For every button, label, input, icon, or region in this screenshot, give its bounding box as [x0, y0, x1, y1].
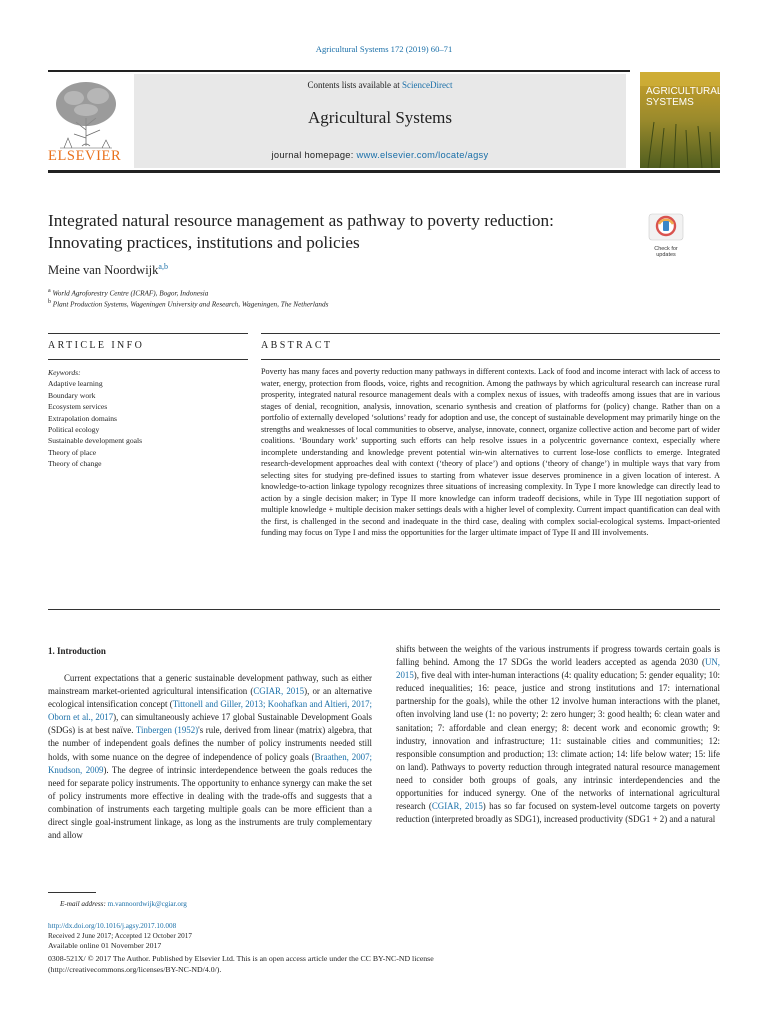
keyword-item: Theory of place [48, 447, 97, 457]
citation-link[interactable]: CGIAR, 2015 [253, 686, 305, 697]
author-line [48, 262, 168, 278]
author-affiliation-marks[interactable]: a,b [158, 262, 168, 271]
contents-availability-line [134, 80, 626, 90]
copyright-notice [48, 953, 648, 975]
abstract-bottom-rule [48, 609, 720, 610]
body-text: ), can simultaneously achieve 17 global Sustainable Development Goals (SDGs) is at best naïve. [48, 712, 372, 736]
abstract-text: Poverty has many faces and poverty reduction many pathways in different contexts. Lack of food and income interact with lack of access to water, energy, protection from floods, voice, rights and recognition. Among the pathways by which agricultural research can increase rural prosperity, integrated natural resource management deals with a complex nexus of issues, with tradeoffs among issues that are in various stages of denial, recognition, analysis, innovation, scenario synthesis and creation of platforms for (policy) change. Rather than on a portfolio of externally developed ‘solutions’ ready for adoption and use, the concept of sustainable development may primarily hinge on the strengths and weaknesses of local communities to observe, analyse, innovate, connect, organize collective action and become part of wider coalitions. ‘Boundary work’ supporting such efforts can help resolve issues in a polycentric governance context, especially where incomplete understanding and knowledge prevent potential win-win alternatives to current lose-lose conflicts to emerge. Integrated research-development approaches deal with context (‘theory of place’) and options (‘theory of change’) in multiple ways that vary from selecting sites for studying pre-defined issues to starting from whatever issue deserves prominence in a given location of interest. A knowledge-to-action linkage typology recognizes three situations of increasing complexity. In Type I more knowledge can directly lead to action by a single decision maker; in Type II more knowledge can inform tradeoff decisions, while in Type III negotiation support of multiple knowledge + multiple decision maker settings deals with a higher level of complexity. Current impact quantification can deal with the first, is challenged in the second and inadequate in the third case, dealing with complex social-ecological systems. Impact-oriented funding may focus on Type I and miss the opportunities for the larger ultimate impact of Type II and III involvements. [261, 367, 720, 537]
body-column-left [48, 672, 372, 842]
email-label: E-mail address: [60, 900, 106, 908]
body-text: Current expectations that a generic sustainable development pathway, such as either mainstream market-oriented agricultural intensification ( [48, 673, 372, 697]
cover-title-line1: AGRICULTURAL [646, 86, 723, 97]
keyword-item: Political ecology [48, 425, 100, 435]
masthead-bottom-rule [48, 170, 720, 173]
journal-citation[interactable]: Agricultural Systems 172 (2019) 60–71 [315, 44, 453, 54]
affiliation-mark: a [48, 288, 51, 294]
abstract-heading: ABSTRACT [261, 340, 333, 351]
crossmark-label-line1: Check for [654, 246, 678, 252]
keyword-item: Adaptive learning [48, 379, 103, 389]
abstract-rule [261, 359, 720, 360]
body-text: ), five deal with inter-human interactions (4: quality education; 5: gender equality; 10: reduced inequalities; 16: peace, justice and strong institutions and 17: international partnership for the goals), while the other 12 involve human interactions with the planet, often involving land use (1: no poverty; 2: zero hunger; 3: good health; 6: clean water and sanitation; 7: affordable and clean energy; 8: decent work and economic growth; 9: industry, innovation and infrastructure; 11: sustainable cities and communities; 12: responsible consumption and production; 13: climate action; 14: life below water; 15: life on land). Pathways to poverty reduction through integrated natural resource management need to consider both groups of goals, any intrinsic interdependencies and the opportunities for induced synergy. One of the networks of international agricultural research ( [396, 670, 720, 812]
citation-link[interactable]: Tinbergen (1952) [135, 725, 199, 736]
license-url[interactable]: (http://creativecommons.org/licenses/BY-NC-ND/4.0/). [48, 965, 222, 974]
body-text: shifts between the weights of the various instruments if progress towards certain goals is falling behind. Among the 17 SDGs the world leaders accepted as agenda 2030 ( [396, 644, 720, 668]
affiliation-text: Plant Production Systems, Wageningen University and Research, Wageningen, The Netherlands [52, 300, 329, 309]
available-online-date: Available online 01 November 2017 [48, 941, 162, 950]
article-title-line1: Integrated natural resource management as pathway to poverty reduction: [48, 211, 554, 230]
body-column-right [396, 643, 720, 826]
section-heading-introduction: 1. Introduction [48, 646, 106, 656]
article-info-top-rule [48, 333, 248, 334]
affiliation-mark: b [48, 299, 51, 305]
crossmark-icon [645, 212, 687, 242]
received-accepted-dates: Received 2 June 2017; Accepted 12 October 2017 [48, 932, 192, 940]
abstract-top-rule [261, 333, 720, 334]
keywords-list [48, 367, 248, 470]
citation-link[interactable]: UN, 2015 [396, 657, 720, 681]
body-text: ). The degree of intrinsic interdependence between the goals reduces the need for separate policy instruments. The opportunity to enhance synergy can make the set of policy instruments more effective in dealing with the trade-offs and suggests that a combination of instruments each targeting multiple goals can be more efficient than a direct single goal-instrument linkage, as long as the instruments are truly complementary and allow [48, 764, 372, 841]
homepage-label: journal homepage: [271, 150, 357, 160]
keyword-item: Ecosystem services [48, 402, 108, 412]
keyword-item: Boundary work [48, 390, 96, 400]
affiliation-text: World Agroforestry Centre (ICRAF), Bogor, Indonesia [52, 289, 209, 298]
keyword-item: Theory of change [48, 459, 102, 469]
article-info-heading: ARTICLE INFO [48, 340, 145, 351]
author-email-link[interactable]: m.vannoordwijk@cgiar.org [107, 900, 187, 908]
article-info-rule [48, 359, 248, 360]
contents-prefix: Contents lists available at [307, 80, 402, 90]
keyword-item: Sustainable development goals [48, 436, 143, 446]
masthead-top-rule [48, 70, 630, 72]
intro-paragraph-continued [396, 643, 720, 826]
journal-cover-image[interactable] [640, 72, 723, 168]
article-title-line2: Innovating practices, institutions and policies [48, 233, 360, 252]
journal-homepage-link[interactable]: www.elsevier.com/locate/agsy [356, 150, 489, 160]
footnote-rule [48, 892, 96, 893]
elsevier-wordmark: ELSEVIER [48, 148, 122, 164]
author-email-footnote [60, 900, 187, 908]
body-text: ), or an alternative ecological intensification concept ( [48, 686, 372, 710]
citation-link[interactable]: CGIAR, 2015 [431, 801, 483, 812]
keywords-label: Keywords: [48, 368, 81, 377]
journal-title: Agricultural Systems [307, 108, 452, 127]
article-title [48, 210, 638, 254]
check-for-updates-badge[interactable] [645, 212, 687, 258]
body-text: 's rule, derived from linear (matrix) algebra, that the number of independent goals defines the number of policy instruments needed still holds, with some nuance on the degree of independence of policy goals ( [48, 725, 372, 762]
citation-link[interactable]: Tittonell and Giller, 2013; Koohafkan and Altieri, 2017; Oborn et al., 2017 [48, 699, 373, 723]
intro-paragraph-1 [48, 672, 372, 842]
author-name[interactable]: Meine van Noordwijk [48, 263, 159, 278]
cover-title-line2: SYSTEMS [646, 97, 694, 108]
cover-title [646, 86, 723, 108]
crossmark-label-line2: updates [656, 252, 676, 258]
elsevier-logo[interactable] [46, 74, 130, 166]
copyright-line1: 0308-521X/ © 2017 The Author. Published by Elsevier Ltd. This is an open access article under the CC BY-NC-ND license [48, 954, 434, 963]
body-text: ) has so far focused on system-level outcome targets on poverty reduction (interpreted broadly as SDG1), increased productivity (SDG1 + 2) and a natural [396, 801, 721, 825]
affiliation-b [48, 299, 328, 308]
sciencedirect-link[interactable]: ScienceDirect [402, 80, 453, 90]
doi-link[interactable]: http://dx.doi.org/10.1016/j.agsy.2017.10.008 [48, 922, 177, 930]
citation-link[interactable]: Braathen, 2007; Knudson, 2009 [48, 751, 373, 775]
journal-homepage-line [134, 150, 626, 160]
affiliation-a [48, 288, 208, 297]
keyword-item: Extrapolation domains [48, 413, 117, 423]
